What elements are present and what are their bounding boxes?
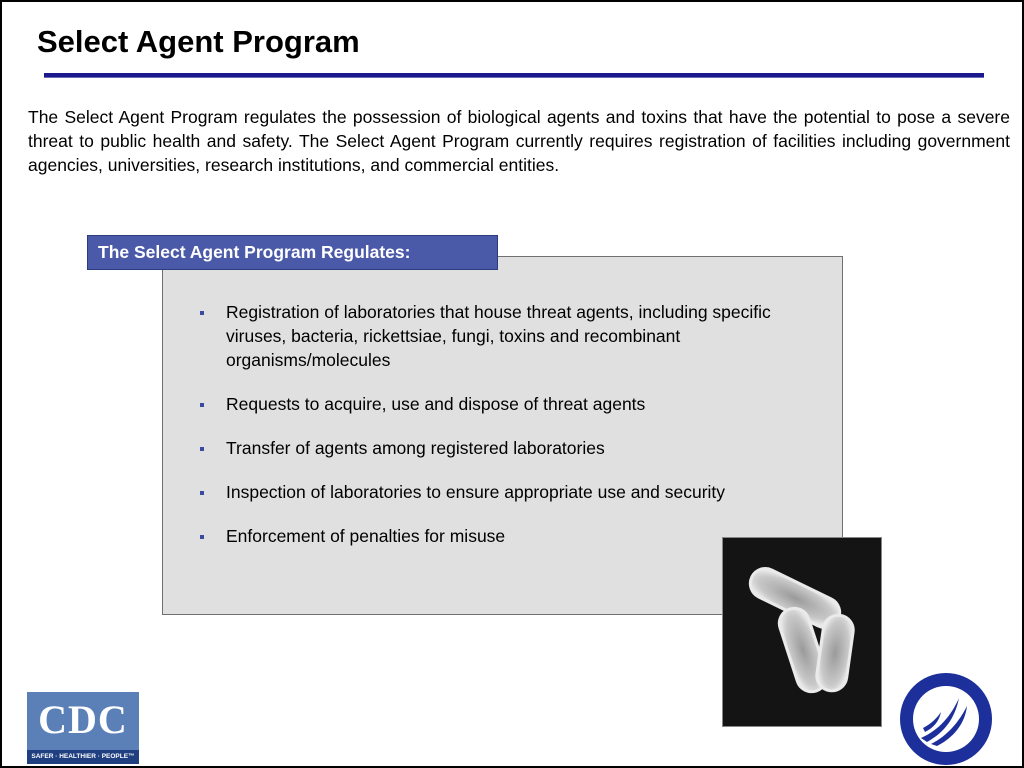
cdc-logo-letters: CDC — [38, 697, 128, 742]
list-item — [200, 392, 800, 416]
list-item — [200, 480, 800, 504]
square-bullet-icon — [200, 535, 204, 539]
cdc-logo — [27, 692, 139, 764]
square-bullet-icon — [200, 311, 204, 315]
list-item-text: Enforcement of penalties for misuse — [226, 526, 506, 546]
cdc-logo-tagline: SAFER · HEALTHIER · PEOPLE™ — [27, 750, 139, 764]
hhs-seal-logo — [899, 672, 993, 766]
list-item — [200, 300, 800, 372]
list-item-text: Inspection of laboratories to ensure appropriate use and security — [226, 482, 726, 502]
square-bullet-icon — [200, 403, 204, 407]
bacteria-micrograph — [722, 537, 882, 727]
list-item — [200, 524, 800, 548]
regulates-header: The Select Agent Program Regulates: — [87, 235, 498, 270]
slide-title: Select Agent Program — [37, 24, 360, 59]
list-item — [200, 436, 800, 460]
title-underline — [44, 73, 984, 78]
list-item-text: Registration of laboratories that house threat agents, including specific viruses, bacteria, rickettsiae, fungi, toxins and recombinant organisms/molecules — [226, 302, 771, 370]
list-item-text: Requests to acquire, use and dispose of threat agents — [226, 394, 646, 414]
square-bullet-icon — [200, 491, 204, 495]
square-bullet-icon — [200, 447, 204, 451]
list-item-text: Transfer of agents among registered laboratories — [226, 438, 605, 458]
intro-paragraph: The Select Agent Program regulates the possession of biological agents and toxins that have the potential to pose a severe threat to public health and safety. The Select Agent Program currently requires registration of facilities including government agencies, universities, research institutions, and commercial entities. — [28, 107, 1010, 175]
regulates-list — [200, 300, 800, 568]
